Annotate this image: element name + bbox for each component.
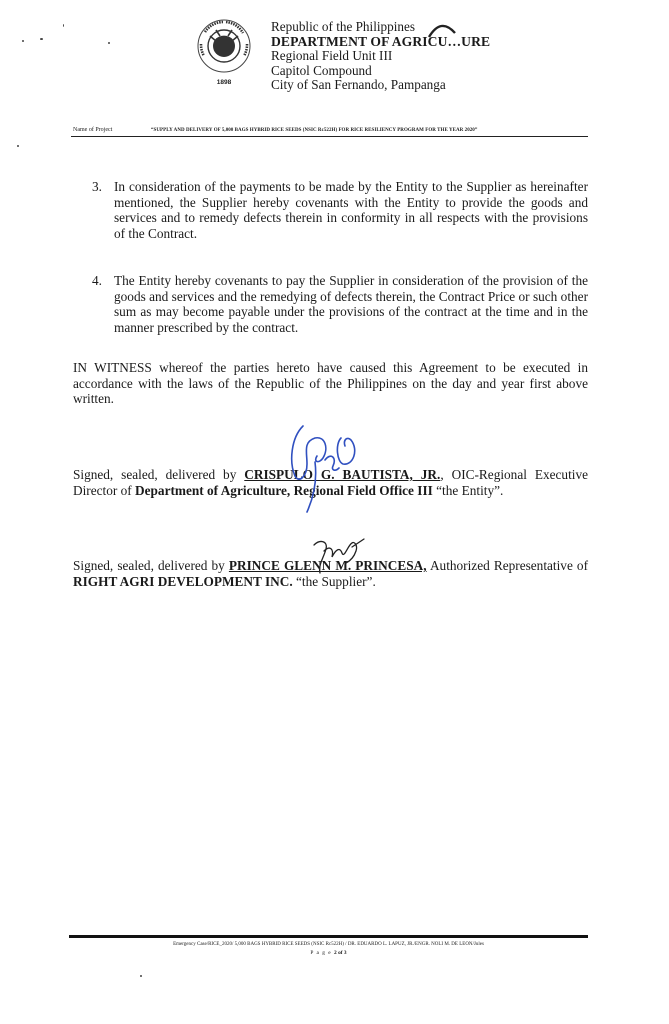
supplier-signatory-name: PRINCE GLENN M. PRINCESA, [228,558,427,573]
entity-organization: Department of Agriculture, Regional Field Office III [135,482,433,498]
witness-paragraph: IN WITNESS whereof the parties hereto have caused this Agreement to be executed in accordance with the laws of the Republic of the Philippines on the day and year first above written. [73,360,588,407]
entity-signatory-paragraph [73,467,588,498]
signatory-role: , OIC-Regional Executive Director of [73,467,589,498]
clause-text: In consideration of the payments to be made by the Entity to the Supplier as hereinafter mentioned, the Supplier hereby covenants with the Entity to provide the goods and services and to remedy defects therein in conformity in all respects with the provisions of the Contract. [114,179,588,242]
scan-speck [63,24,64,27]
clause-item [92,179,588,242]
clause-text: The Entity hereby covenants to pay the Supplier in consideration of the provision of the goods and services and the remedying of defects therein, the Contract Price or such other sum as may become payable under the provisions of the contract at the time and in the manner prescribed by the contract. [114,272,588,335]
signatory-suffix: “the Entity”. [432,482,504,498]
clause-number: 4. [92,272,102,288]
project-title: “SUPPLY AND DELIVERY OF 5,000 BAGS HYBRID RICE SEEDS (NSIC Rc522H) FOR RICE RESILIENCY PROGRAM FOR THE YEAR 2020” [151,128,478,133]
signatory-prefix: Signed, sealed, delivered by [73,558,229,573]
stamp-arc-mark-icon [423,19,459,41]
clause-list [92,179,588,336]
scan-speck [108,42,110,44]
regional-unit: Regional Field Unit III [271,48,393,63]
scan-speck [40,38,43,40]
signatory-prefix: Signed, sealed, delivered by [73,467,245,482]
signatory-role: Authorized Representative of [426,558,589,573]
scan-speck [22,40,24,42]
project-divider [71,136,588,137]
office-compound: Capitol Compound [271,62,372,78]
clause-item [92,273,588,336]
scan-speck [140,975,142,977]
page-indicator [69,950,588,956]
supplier-organization: RIGHT AGRI DEVELOPMENT INC. [73,573,293,589]
signatory-suffix: “the Supplier”. [292,573,376,589]
entity-signatory-name: CRISPULO G. BAUTISTA, JR. [244,467,441,482]
page-number: 2 of 3 [334,950,347,956]
supplier-signatory-paragraph [73,558,588,589]
department-seal-icon [196,18,252,88]
scan-speck [17,145,19,147]
footer-divider [69,935,588,938]
republic-line: Republic of the Philippines [271,19,415,34]
office-city: City of San Fernando, Pampanga [271,77,446,92]
seal-year: 1898 [216,79,232,86]
footer-reference: Emergency Case/RICE_2020/ 5,000 BAGS HYBRID RICE SEEDS (NSIC Rc522H) / DR. EDUARDO L. LAPUZ, JR./ENGR. NOLI M. DE LEON/Jules [173,942,484,947]
project-label: Name of Project [73,127,113,133]
clause-number: 3. [92,179,102,194]
department-name: DEPARTMENT OF AGRICU…URE [271,33,491,49]
page-word: P a g e [310,950,332,956]
